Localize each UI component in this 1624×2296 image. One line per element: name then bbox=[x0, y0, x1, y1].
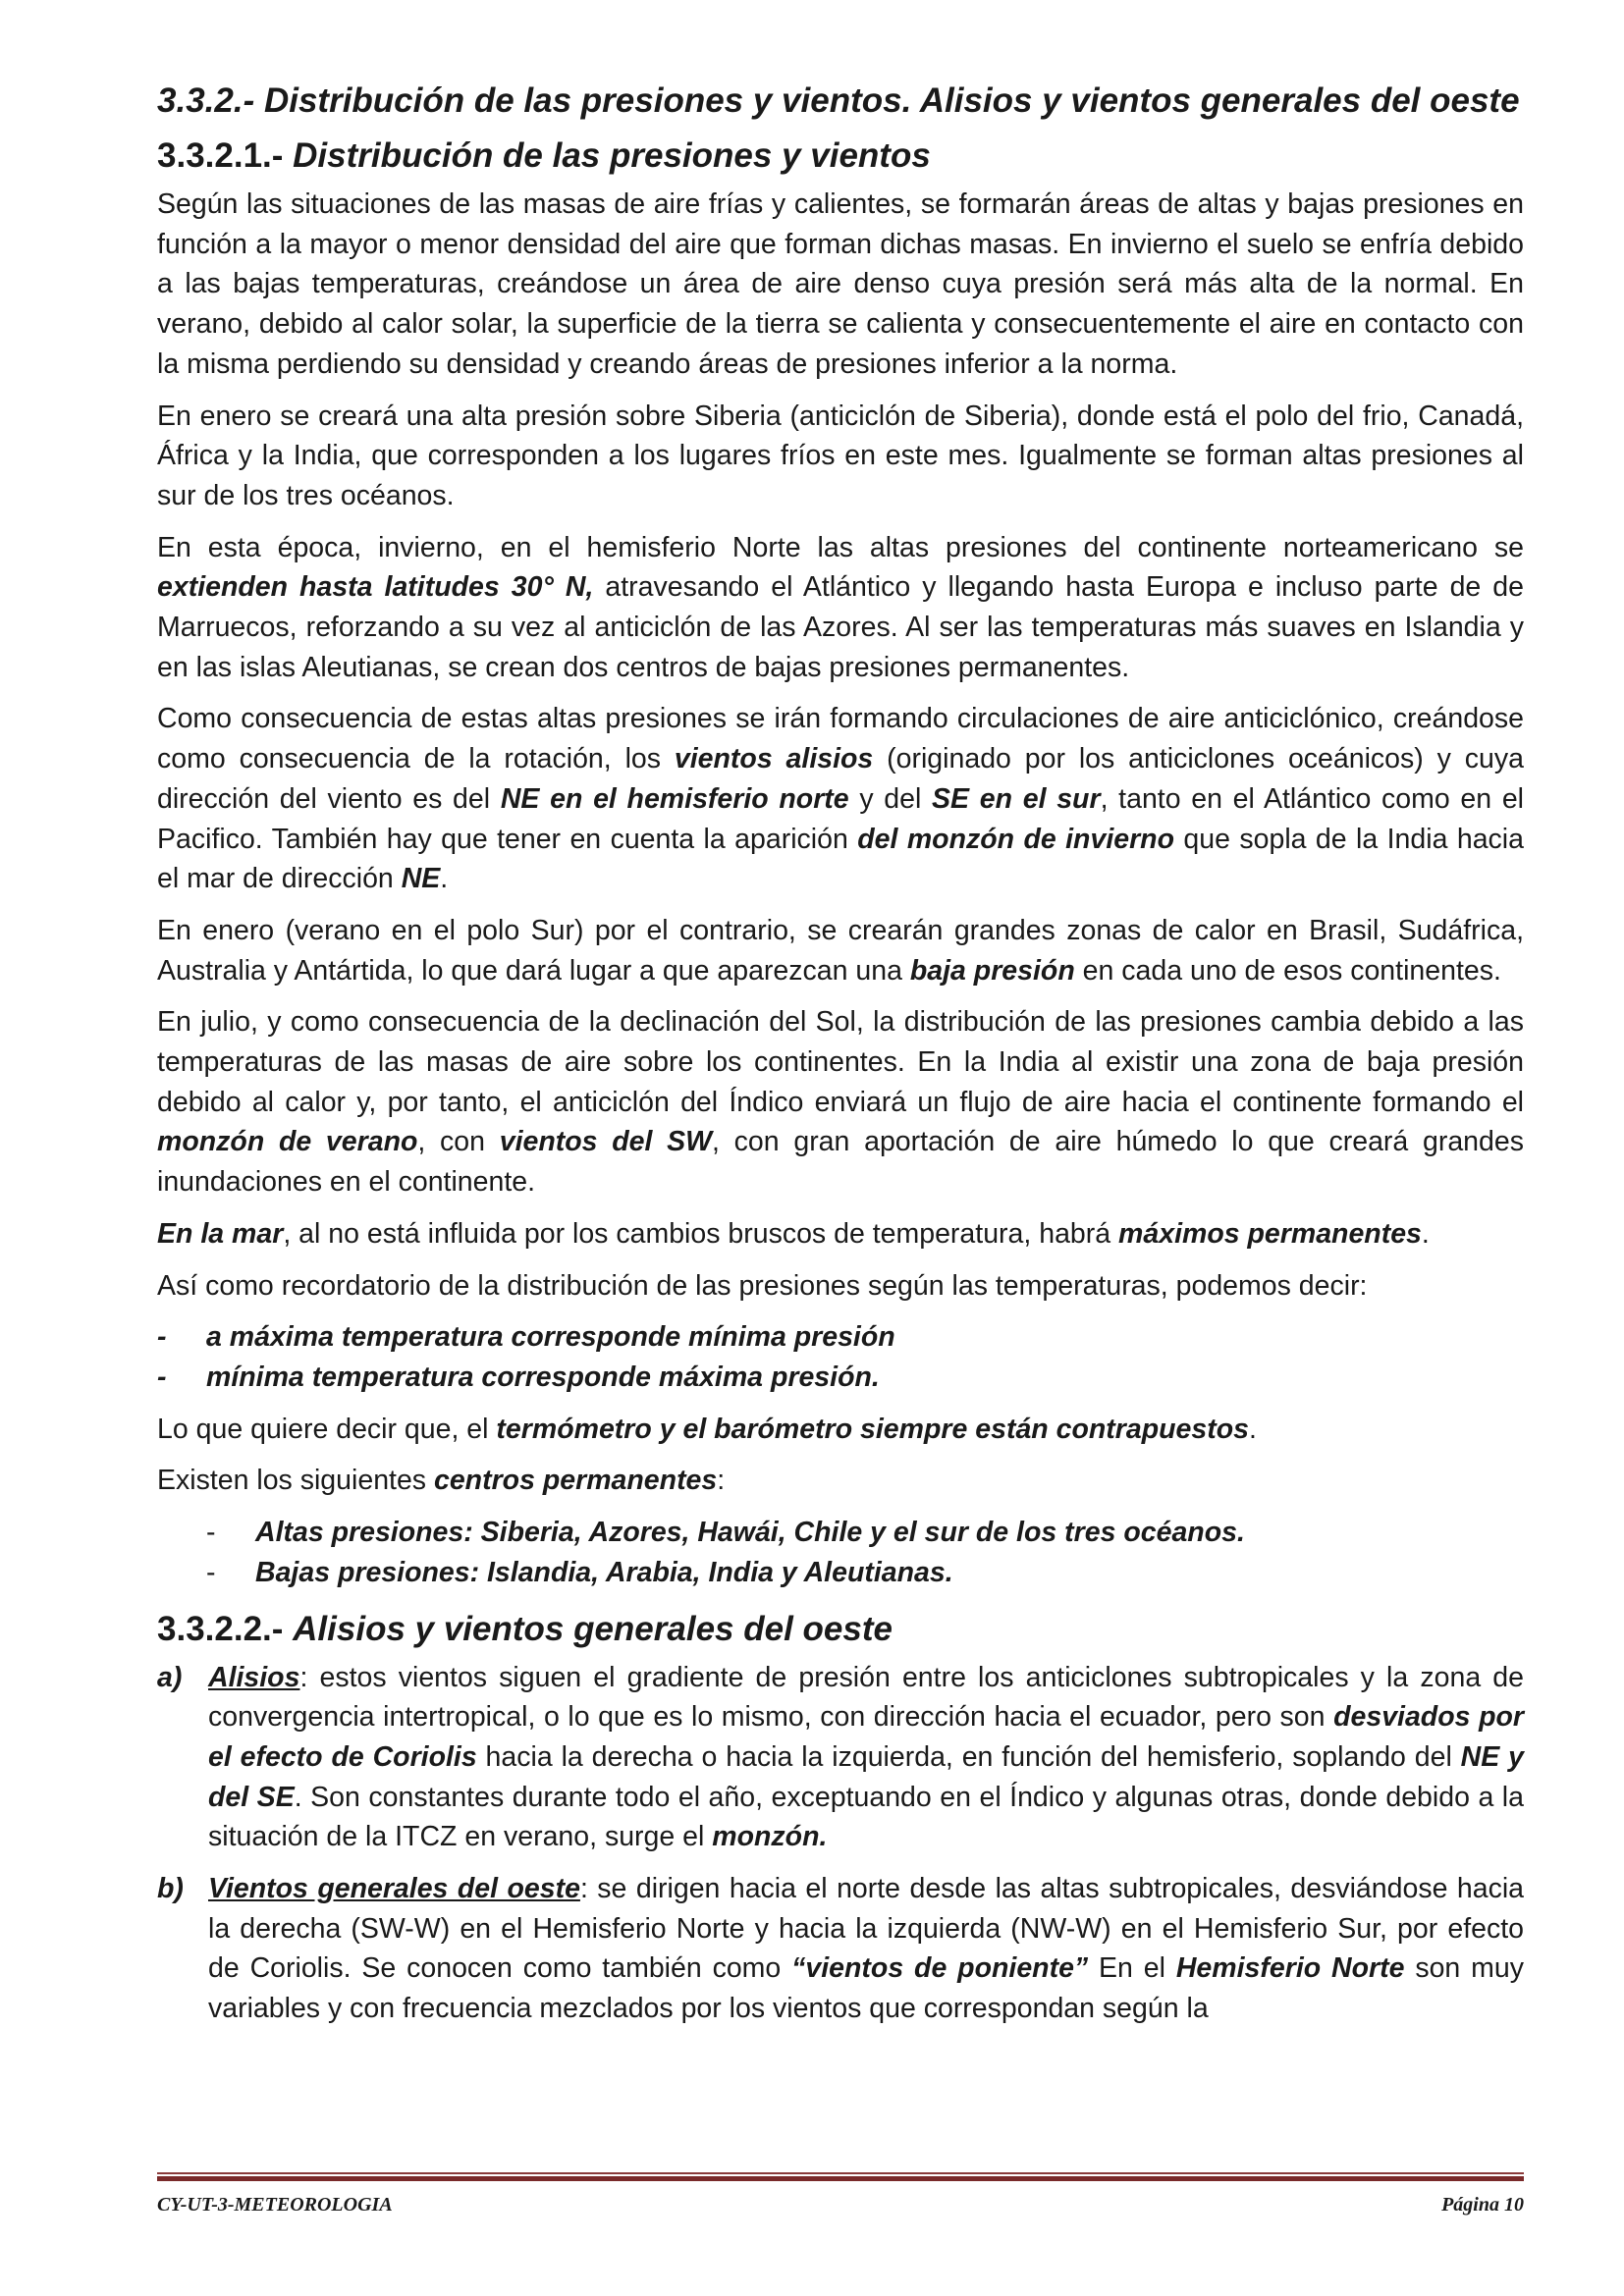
text-run: : estos vientos siguen el gradiente de presión entre los anticiclones subtropicales y la zona de convergencia intertropical, o lo que es lo mismo, con dirección hacia el ecuador, pero son bbox=[208, 1661, 1524, 1734]
text-run: y del bbox=[848, 782, 933, 815]
paragraph-2: En enero se creará una alta presión sobre Siberia (anticiclón de Siberia), donde está el polo del frio, Canadá, África y la India, que corresponden a los lugares fríos en este mes. Igualmente se forman altas presiones al sur de los tres océanos. bbox=[157, 400, 1524, 511]
list-marker: - bbox=[157, 1361, 167, 1393]
text-run: : se dirigen hacia el norte desde las altas subtropicales, desviándose hacia la derecha (SW-W) en el Hemisferio Norte y hacia la izquierda (NW-W) en el Hemisferio Sur, por efecto de Coriolis. Se conocen como también como bbox=[208, 1873, 1525, 1985]
emphasis: centros permanentes bbox=[433, 1465, 718, 1497]
paragraph-7 bbox=[157, 1214, 1524, 1255]
footer-divider-thin bbox=[157, 2172, 1524, 2174]
list-item-text bbox=[208, 1658, 1524, 1858]
paragraph-9 bbox=[157, 1410, 1524, 1450]
text-run: que sopla de la India hacia el mar de dirección bbox=[157, 823, 1524, 895]
term: Vientos generales del oeste bbox=[208, 1873, 580, 1905]
footer-page-number: Página 10 bbox=[1441, 2194, 1524, 2216]
emphasis: máximos permanentes bbox=[1118, 1217, 1422, 1250]
text-run: Como consecuencia de estas altas presiones se irán formando circulaciones de aire anticiclónico, creándose como consecuencia de la rotación, los bbox=[157, 703, 1524, 775]
subsection-title: Alisios y vientos generales del oeste bbox=[293, 1609, 893, 1648]
section-heading: 3.3.2.- Distribución de las presiones y vientos. Alisios y vientos generales del oeste bbox=[157, 81, 1520, 120]
list-item bbox=[157, 1553, 1524, 1593]
list-item-text: Altas presiones: Siberia, Azores, Hawái, Chile y el sur de los tres océanos. bbox=[255, 1517, 1245, 1549]
paragraph-8: Así como recordatorio de la distribución de las presiones según las temperaturas, podemos decir: bbox=[157, 1269, 1368, 1302]
list-marker: - bbox=[206, 1517, 216, 1549]
emphasis: vientos del SW bbox=[499, 1126, 713, 1158]
text-run: En el bbox=[1088, 1952, 1176, 1985]
emphasis: En la mar bbox=[157, 1217, 284, 1250]
list-item bbox=[157, 1358, 1524, 1398]
list-item-text bbox=[208, 1869, 1524, 2029]
document-page bbox=[157, 77, 1524, 2041]
text-run: En julio, y como consecuencia de la declinación del Sol, la distribución de las presiones cambia debido a las temperaturas de las masas de aire sobre los continentes. En la India al existir una zona de baja presión debido al calor y, por tanto, el anticiclón del Índico enviará un flujo de aire hacia el continente formando el bbox=[157, 1006, 1524, 1118]
list-item bbox=[157, 1513, 1524, 1553]
paragraph-1: Según las situaciones de las masas de aire frías y calientes, se formarán áreas de altas y bajas presiones en función a la mayor o menor densidad del aire que forman dichas masas. En invierno el suelo se enfría debido a las bajas temperaturas, creándose un área de aire denso cuya presión será más alta de la normal. En verano, debido al calor solar, la superficie de la tierra se calienta y consecuentemente el aire en contacto con la misma perdiendo su densidad y creando áreas de presiones inferior a la norma. bbox=[157, 188, 1524, 380]
list-marker: - bbox=[206, 1556, 216, 1588]
list-item bbox=[157, 1317, 1524, 1358]
paragraph-3 bbox=[157, 528, 1524, 688]
emphasis: SE en el sur bbox=[932, 782, 1101, 815]
paragraph-6 bbox=[157, 1002, 1524, 1202]
emphasis: del monzón de invierno bbox=[857, 823, 1174, 855]
text-run: , con bbox=[417, 1126, 500, 1158]
subsection-title: Distribución de las presiones y vientos bbox=[293, 136, 931, 175]
footer-document-code: CY-UT-3-METEOROLOGIA bbox=[157, 2194, 393, 2216]
footer-divider-thick bbox=[157, 2176, 1524, 2181]
subsection-number: 3.3.2.1.- bbox=[157, 136, 284, 175]
text-run: , al no está influida por los cambios bruscos de temperatura, habrá bbox=[283, 1217, 1119, 1250]
paragraph-5 bbox=[157, 911, 1524, 990]
list-marker: b) bbox=[157, 1873, 184, 1905]
list-item-text: Bajas presiones: Islandia, Arabia, India y Aleutianas. bbox=[255, 1556, 953, 1588]
text-run: hacia la derecha o hacia la izquierda, en función del hemisferio, soplando del bbox=[476, 1740, 1461, 1773]
list-marker: a) bbox=[157, 1661, 183, 1693]
text-run: son muy variables y con frecuencia mezclados por los vientos que correspondan según la bbox=[208, 1952, 1524, 2025]
text-run: , con gran aportación de aire húmedo lo que creará grandes inundaciones en el continente. bbox=[157, 1126, 1524, 1199]
emphasis: extienden hasta latitudes 30° N, bbox=[157, 571, 594, 604]
text-run: : bbox=[717, 1465, 726, 1497]
text-run: (originado por los anticiclones oceánicos) y cuya dirección del viento es del bbox=[157, 743, 1524, 815]
list-marker: - bbox=[157, 1321, 167, 1354]
emphasis: Hemisferio Norte bbox=[1175, 1952, 1405, 1985]
term: Alisios bbox=[208, 1661, 300, 1693]
text-run: atravesando el Atlántico y llegando hasta Europa e incluso parte de de Marruecos, reforzando a su vez al anticiclón de las Azores. Al ser las temperaturas más suaves en Islandia y en las islas Aleutianas, se crean dos centros de bajas presiones permanentes. bbox=[157, 571, 1524, 683]
subsection-heading-3222 bbox=[157, 1605, 1524, 1654]
list-item-text: mínima temperatura corresponde máxima presión. bbox=[206, 1361, 880, 1393]
emphasis: NE y del SE bbox=[208, 1740, 1524, 1813]
emphasis: NE bbox=[401, 863, 441, 895]
emphasis: monzón de verano bbox=[157, 1126, 418, 1158]
emphasis: monzón. bbox=[712, 1821, 828, 1853]
rules-list bbox=[157, 1317, 1524, 1397]
emphasis: “vientos de poniente” bbox=[791, 1952, 1089, 1985]
list-item-a bbox=[157, 1658, 1524, 1858]
emphasis: desviados por el efecto de Coriolis bbox=[208, 1701, 1524, 1773]
emphasis: termómetro y el barómetro siempre están contrapuestos bbox=[496, 1413, 1249, 1445]
text-run: En enero (verano en el polo Sur) por el contrario, se crearán grandes zonas de calor en Brasil, Sudáfrica, Australia y Antártida, lo que dará lugar a que aparezcan una bbox=[157, 914, 1524, 987]
emphasis: vientos alisios bbox=[674, 743, 874, 775]
paragraph-10 bbox=[157, 1461, 1524, 1501]
centers-list bbox=[157, 1513, 1524, 1592]
text-run: Lo que quiere decir que, el bbox=[157, 1413, 497, 1445]
text-run: . bbox=[1421, 1217, 1430, 1250]
text-run: , tanto en el Atlántico como en el Pacifico. También hay que tener en cuenta la aparición bbox=[157, 782, 1524, 855]
text-run: . Son constantes durante todo el año, exceptuando en el Índico y algunas otras, donde debido a la situación de la ITCZ en verano, surge el bbox=[208, 1781, 1524, 1853]
subsection-heading-3221 bbox=[157, 132, 1524, 181]
list-item-text: a máxima temperatura corresponde mínima presión bbox=[206, 1321, 895, 1354]
text-run: Existen los siguientes bbox=[157, 1465, 434, 1497]
paragraph-4 bbox=[157, 699, 1524, 899]
list-item-b bbox=[157, 1869, 1524, 2029]
text-run: En esta época, invierno, en el hemisferio Norte las altas presiones del continente norteamericano se bbox=[157, 531, 1524, 563]
text-run: en cada uno de esos continentes. bbox=[1074, 954, 1501, 987]
text-run: . bbox=[1249, 1413, 1257, 1445]
emphasis: NE en el hemisferio norte bbox=[500, 782, 849, 815]
text-run: . bbox=[440, 863, 449, 895]
emphasis: baja presión bbox=[909, 954, 1075, 987]
subsection-number: 3.3.2.2.- bbox=[157, 1609, 284, 1648]
